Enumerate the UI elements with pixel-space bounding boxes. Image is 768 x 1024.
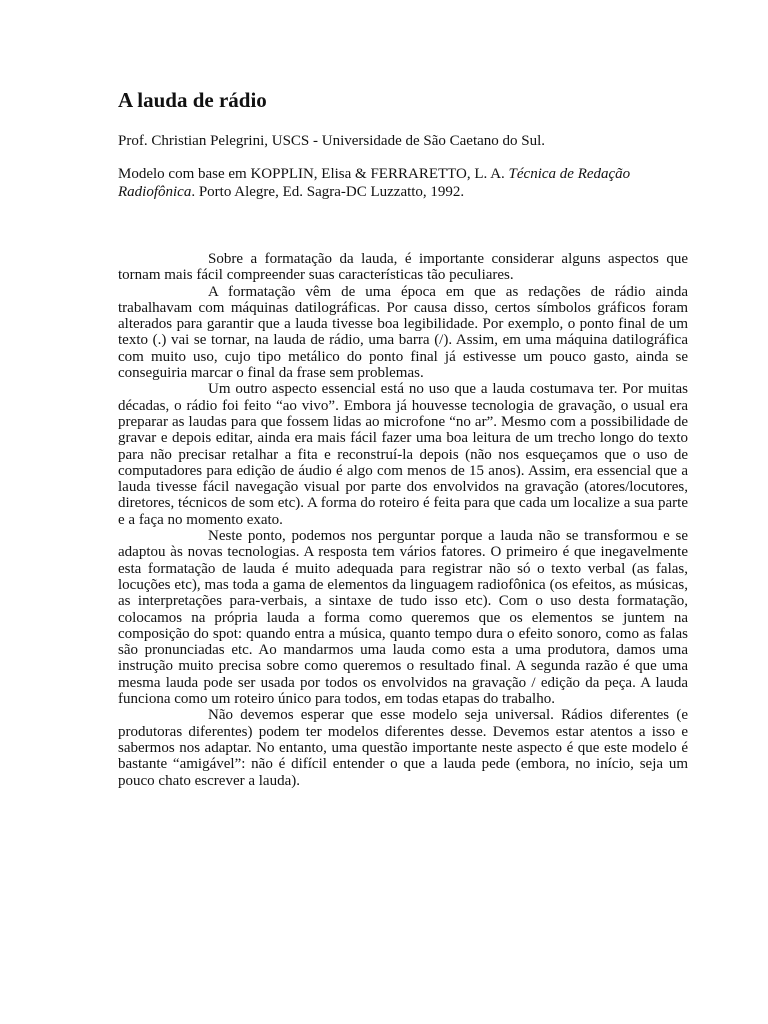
paragraph-1: Sobre a formatação da lauda, é importante considerar alguns aspectos que tornam mais fácil compreender suas características tão peculiares. — [118, 251, 688, 284]
reference-line — [118, 165, 678, 201]
document-title: A lauda de rádio — [118, 88, 267, 112]
author-line: Prof. Christian Pelegrini, USCS - Universidade de São Caetano do Sul. — [118, 133, 546, 149]
reference-suffix: . Porto Alegre, Ed. Sagra-DC Luzzatto, 1992. — [191, 184, 465, 200]
paragraph-4: Neste ponto, podemos nos perguntar porque a lauda não se transformou e se adaptou às novas tecnologias. A resposta tem vários fatores. O primeiro é que inegavelmente esta formatação de lauda é muito adequada para registrar não só o texto verbal (as falas, locuções etc), mas toda a gama de elementos da linguagem radiofônica (os efeitos, as músicas, as interpretações para-verbais, a sintaxe de tudo isso etc). Com o uso desta formatação, colocamos na própria lauda a forma como queremos que os elementos se juntem na composição do spot: quando entra a música, quanto tempo dura o efeito sonoro, como as falas são pronunciadas etc. Ao mandarmos uma lauda como esta a uma produtora, damos uma instrução muito precisa sobre como queremos o resultado final. A segunda razão é que uma mesma lauda pode ser usada por todos os envolvidos na gravação / edição da peça. A lauda funciona como um roteiro único para todos, em todas etapas do trabalho. — [118, 528, 688, 708]
reference-book-title: Técnica de Redação Radiofônica — [118, 166, 631, 200]
reference-prefix: Modelo com base em KOPPLIN, Elisa & FERRARETTO, L. A. — [118, 166, 509, 182]
paragraph-3: Um outro aspecto essencial está no uso que a lauda costumava ter. Por muitas décadas, o rádio foi feito “ao vivo”. Embora já houvesse tecnologia de gravação, o usual era preparar as laudas para que fossem lidas ao microfone “no ar”. Mesmo com a possibilidade de gravar e depois editar, ainda era mais fácil fazer uma boa leitura de um trecho longo do texto para não precisar retalhar a fita e reconstruí-la depois (não nos esqueçamos que o uso de computadores para edição de áudio é algo com menos de 15 anos). Assim, era essencial que a lauda tivesse fácil navegação visual por parte dos envolvidos na gravação (atores/locutores, diretores, técnicos de som etc). A forma do roteiro é feita para que cada um localize a sua parte e a faça no momento exato. — [118, 381, 688, 528]
document-body — [118, 251, 688, 789]
paragraph-2: A formatação vêm de uma época em que as redações de rádio ainda trabalhavam com máquinas datilográficas. Por causa disso, certos símbolos gráficos foram alterados para garantir que a lauda tivesse boa legibilidade. Por exemplo, o ponto final de um texto (.) vai se tornar, na lauda de rádio, uma barra (/). Assim, em uma máquina datilográfica com muito uso, cujo tipo metálico do ponto final já estivesse um pouco gasto, ainda se conseguiria marcar o final da frase sem problemas. — [118, 283, 688, 382]
paragraph-5: Não devemos esperar que esse modelo seja universal. Rádios diferentes (e produtoras diferentes) podem ter modelos diferentes desse. Devemos estar atentos a isso e sabermos nos adaptar. No entanto, uma questão importante neste aspecto é que este modelo é bastante “amigável”: não é difícil entender o que a lauda pede (embora, no início, seja um pouco chato escrever a lauda). — [118, 707, 688, 789]
